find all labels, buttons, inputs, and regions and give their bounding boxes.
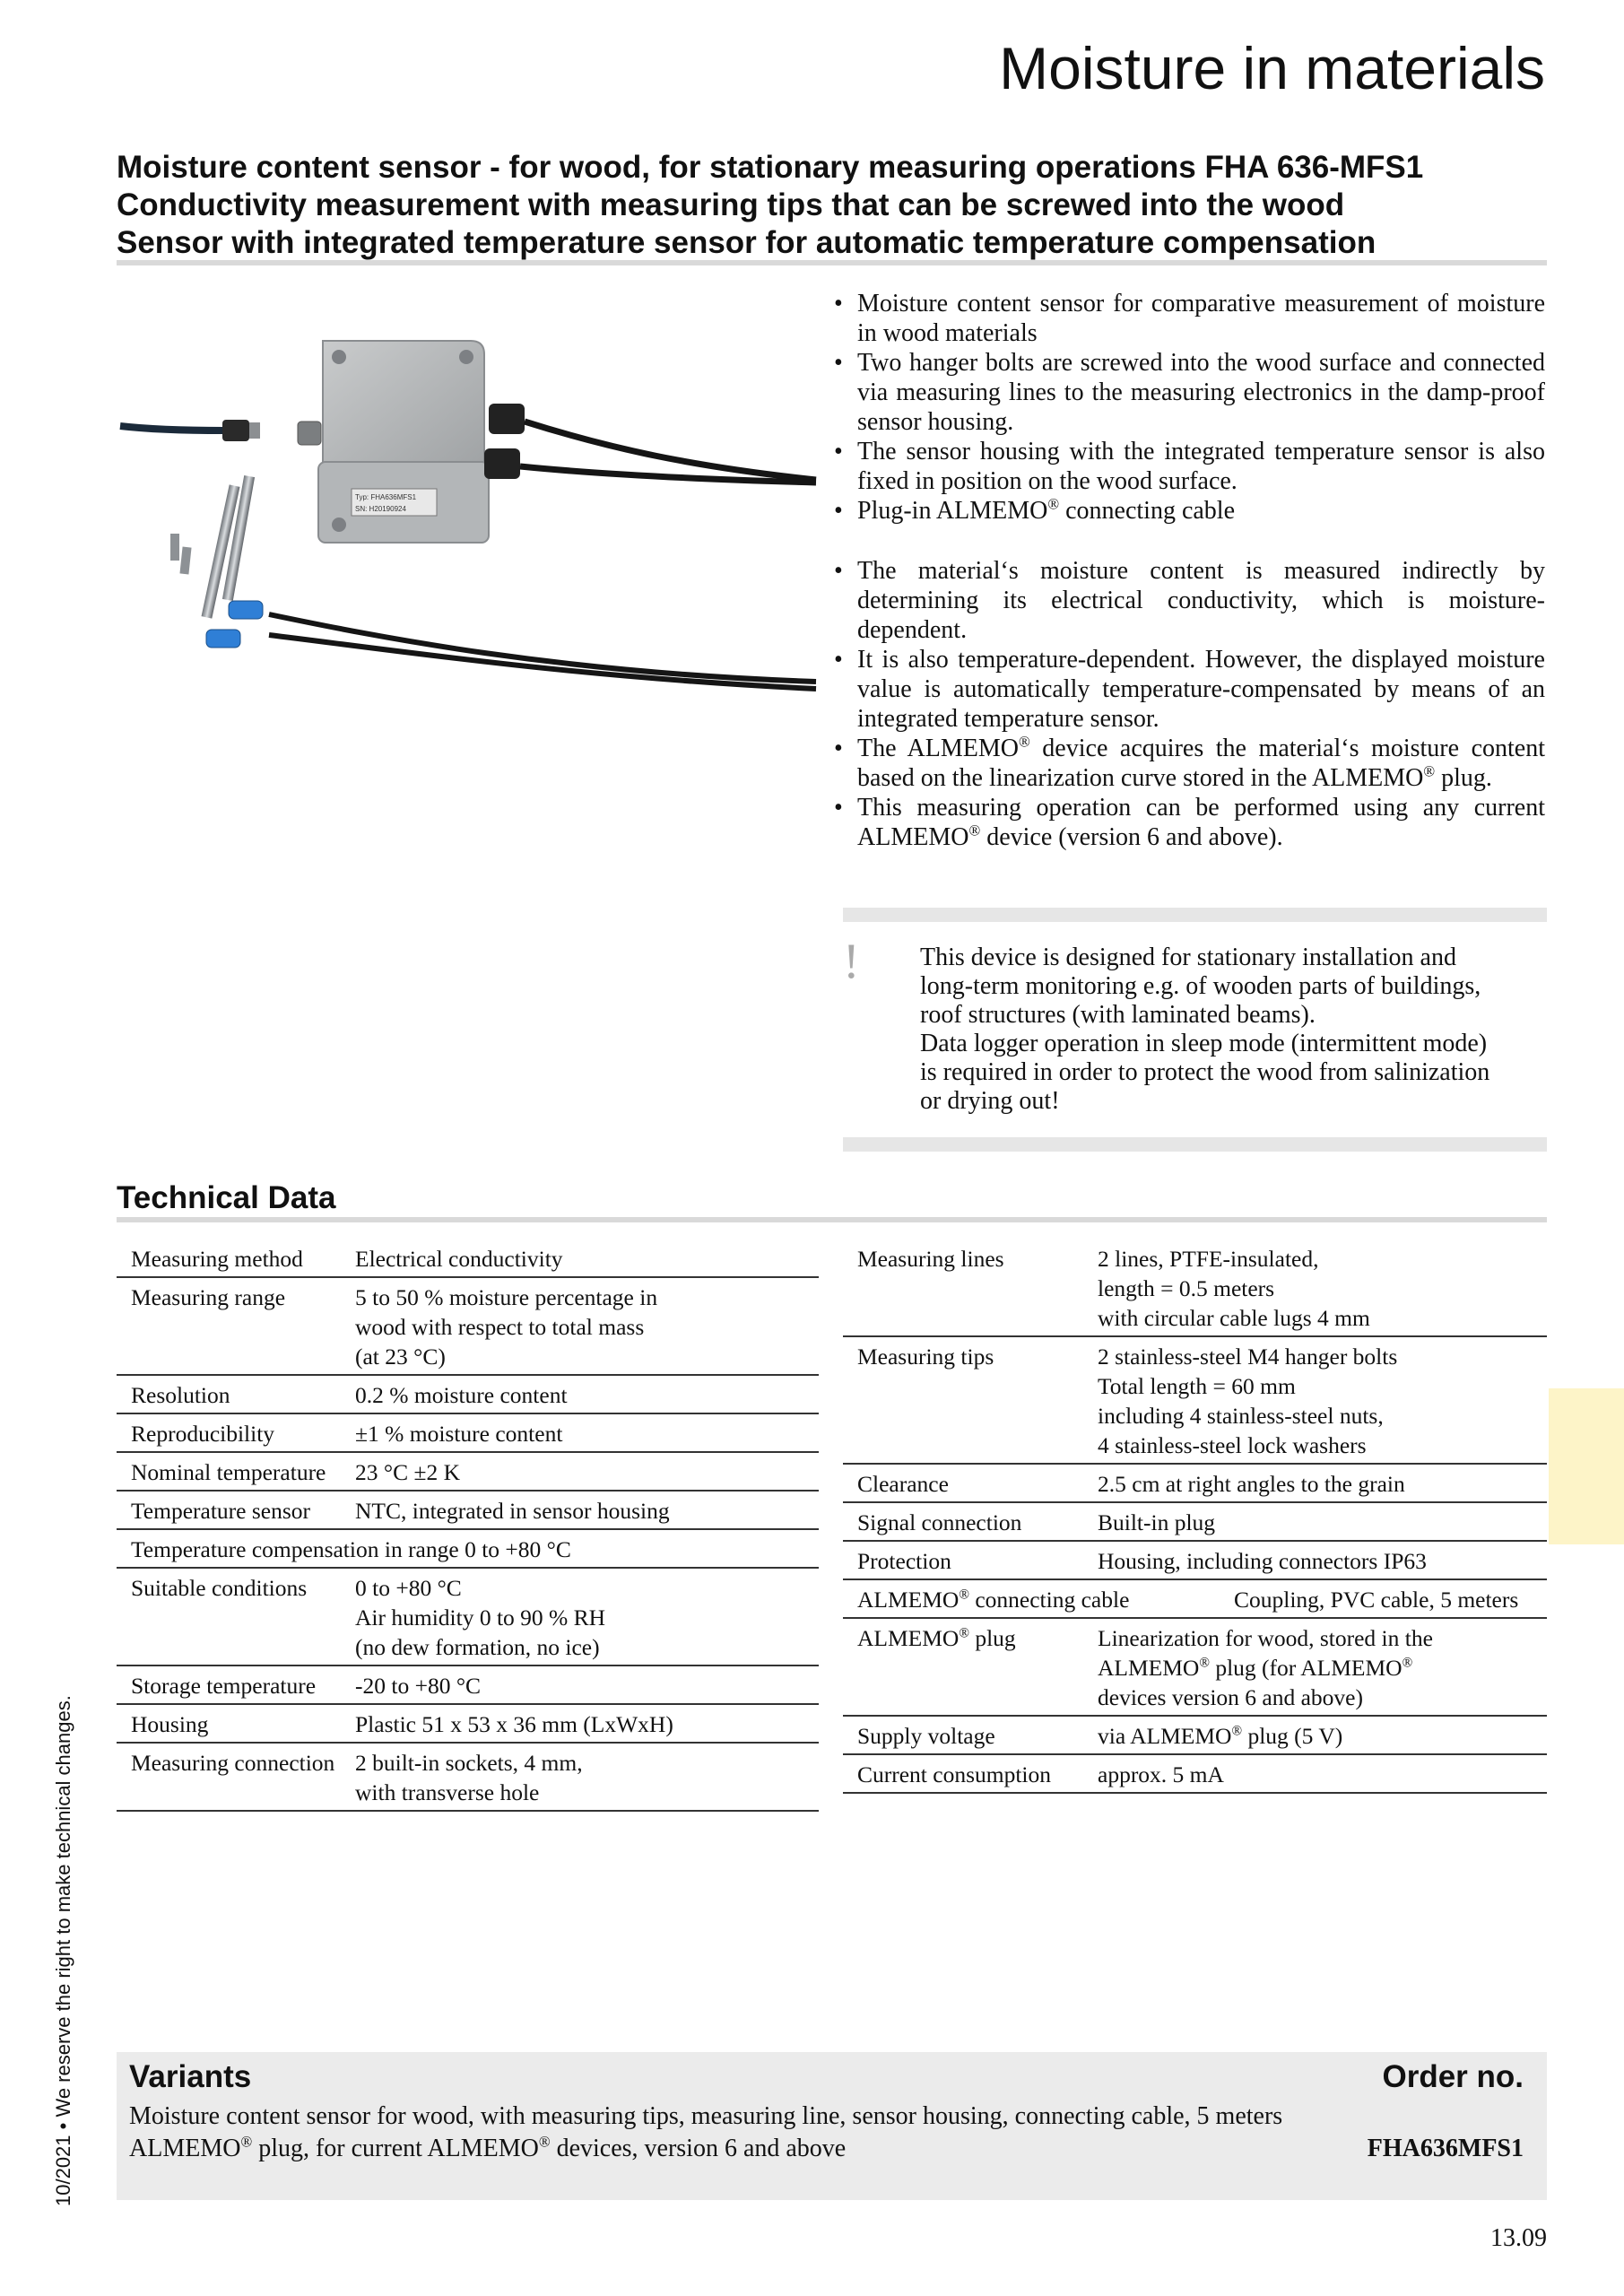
feature-item: • The material‘s moisture content is measured indirectly by determining its electrical conductivity, which is moisture-dependent. <box>834 556 1545 645</box>
spec-row <box>843 1465 1547 1503</box>
spec-row <box>843 1239 1547 1337</box>
spec-value: Plastic 51 x 53 x 36 mm (LxWxH) <box>355 1711 673 1737</box>
spec-label: Measuring tips <box>857 1344 994 1370</box>
spec-value: 4 stainless-steel lock washers <box>1098 1432 1367 1458</box>
headline-line-3: Sensor with integrated temperature sensor for automatic temperature compensation <box>117 225 1376 260</box>
spec-row <box>117 1453 819 1492</box>
variants-box <box>117 2052 1547 2200</box>
spec-label: Measuring method <box>131 1246 303 1272</box>
feature-list <box>834 289 1545 852</box>
note-text <box>920 944 1548 1116</box>
note-line: Data logger operation in sleep mode (intermittent mode) <box>920 1030 1488 1057</box>
text-segment: devices, version 6 and above <box>550 2135 847 2162</box>
spec-value: ±1 % moisture content <box>355 1421 563 1447</box>
spec-row <box>843 1717 1547 1755</box>
spec-value: devices version 6 and above) <box>1098 1684 1363 1710</box>
registered-mark: ® <box>1402 1655 1413 1671</box>
feature-item: • Moisture content sensor for comparative measurement of moisture in wood materials <box>834 289 1545 348</box>
text-segment: This measuring operation can be performed using any current ALMEMO <box>857 794 1545 851</box>
spec-row <box>843 1619 1547 1717</box>
text-segment: plug <box>968 1625 1016 1651</box>
spec-value: Coupling, PVC cable, 5 meters <box>1234 1587 1519 1613</box>
registered-mark: ® <box>959 1587 969 1603</box>
spec-value: (no dew formation, no ice) <box>355 1634 600 1660</box>
text-segment: ALMEMO <box>857 1587 960 1613</box>
order-number-title: Order no. <box>1382 2059 1524 2094</box>
text-segment: connecting cable <box>968 1587 1130 1613</box>
order-number: FHA636MFS1 <box>1367 2135 1524 2162</box>
spec-value: including 4 stainless-steel nuts, <box>1098 1403 1384 1429</box>
spec-label: Resolution <box>131 1382 230 1408</box>
spec-row <box>117 1278 819 1376</box>
spec-label <box>857 1585 1129 1614</box>
spec-label: Supply voltage <box>857 1723 995 1749</box>
note-line: or drying out! <box>920 1087 1060 1115</box>
note-line: roof structures (with laminated beams). <box>920 1001 1316 1029</box>
feature-item: • The sensor housing with the integrated temperature sensor is also fixed in position on the wood surface. <box>834 437 1545 496</box>
text-segment: device (version 6 and above). <box>980 823 1283 851</box>
spec-label: Reproducibility <box>131 1421 275 1447</box>
text-segment: ALMEMO <box>129 2135 241 2162</box>
text-segment: plug. <box>1435 764 1492 792</box>
product-photo <box>108 296 825 709</box>
note-line: long-term monitoring e.g. of wooden parts of buildings, <box>920 972 1481 1000</box>
feature-item <box>834 496 1545 526</box>
housing-label-line-2: SN: H20190924 <box>355 505 406 513</box>
spec-label: Signal connection <box>857 1509 1022 1535</box>
spec-row <box>843 1503 1547 1542</box>
spec-value: 5 to 50 % moisture percentage in <box>355 1284 658 1310</box>
text-segment: ALMEMO <box>857 1625 960 1651</box>
spec-value: -20 to +80 °C <box>355 1673 482 1699</box>
spec-row <box>117 1239 819 1278</box>
spec-value: Built-in plug <box>1098 1509 1216 1535</box>
page-title: Moisture in materials <box>999 35 1545 101</box>
registered-mark: ® <box>1231 1723 1243 1739</box>
registered-mark: ® <box>968 822 981 839</box>
cable-connector <box>222 420 249 441</box>
registered-mark: ® <box>1047 495 1060 513</box>
spec-value: (at 23 °C) <box>355 1344 446 1370</box>
headline-rule <box>117 260 1547 265</box>
text-segment: The ALMEMO <box>857 735 1019 762</box>
spec-label: Measuring connection <box>131 1750 335 1776</box>
spec-row <box>117 1666 819 1705</box>
spec-row <box>843 1755 1547 1794</box>
registered-mark: ® <box>240 2133 253 2151</box>
note-bar-top <box>843 908 1547 922</box>
spec-value: Linearization for wood, stored in the <box>1098 1625 1433 1651</box>
spec-value: wood with respect to total mass <box>355 1314 645 1340</box>
spec-value: 23 °C ±2 K <box>355 1459 460 1485</box>
spec-row <box>117 1744 819 1812</box>
feature-item: • Two hanger bolts are screwed into the wood surface and connected via measuring lines to the measuring electronics in the damp-proof sensor housing. <box>834 348 1545 437</box>
spec-value: Housing, including connectors IP63 <box>1098 1548 1427 1574</box>
feature-item <box>834 793 1545 852</box>
registered-mark: ® <box>1199 1655 1210 1671</box>
spec-label: Housing <box>131 1711 209 1737</box>
spec-value: length = 0.5 meters <box>1098 1275 1275 1301</box>
spec-value: 2.5 cm at right angles to the grain <box>1098 1471 1405 1497</box>
spec-label: Protection <box>857 1548 951 1574</box>
spec-label: Measuring lines <box>857 1246 1004 1272</box>
text-segment: plug (for ALMEMO <box>1209 1655 1403 1681</box>
note-bar-bottom <box>843 1137 1547 1152</box>
spec-value: Electrical conductivity <box>355 1246 563 1272</box>
spec-row <box>843 1542 1547 1580</box>
spec-value: approx. 5 mA <box>1098 1761 1224 1787</box>
registered-mark: ® <box>538 2133 551 2151</box>
technical-data-title: Technical Data <box>117 1180 336 1215</box>
exclamation-icon: ! <box>843 934 860 989</box>
spec-table-left <box>117 1239 819 1812</box>
spec-row <box>843 1337 1547 1465</box>
variants-title: Variants <box>129 2059 252 2094</box>
housing-label-line-1: Typ: FHA636MFS1 <box>355 493 417 501</box>
spec-row <box>117 1414 819 1453</box>
page-number: 13.09 <box>1490 2224 1547 2252</box>
spec-value: with circular cable lugs 4 mm <box>1098 1305 1370 1331</box>
headline-line-1: Moisture content sensor - for wood, for stationary measuring operations FHA 636-MFS1 <box>117 150 1424 185</box>
spec-row <box>117 1569 819 1666</box>
side-note: 10/2021 • We reserve the right to make technical changes. <box>52 1695 74 2206</box>
product-headline <box>117 149 1551 262</box>
spec-row <box>117 1376 819 1414</box>
spec-table-right <box>843 1239 1547 1794</box>
text-segment: plug, for current ALMEMO <box>252 2135 539 2162</box>
spec-value: Air humidity 0 to 90 % RH <box>355 1605 606 1631</box>
spec-value: 0 to +80 °C <box>355 1575 462 1601</box>
spec-value <box>1098 1721 1547 1751</box>
spec-label: Storage temperature <box>131 1673 317 1699</box>
spec-label: Clearance <box>857 1471 949 1497</box>
spec-label: Suitable conditions <box>131 1575 308 1601</box>
spec-value: 0.2 % moisture content <box>355 1382 568 1408</box>
text-segment: device acquires the material‘s moisture content based on the linearization curve stored in the ALMEMO <box>857 735 1545 792</box>
spec-label: Temperature sensor <box>131 1498 311 1524</box>
spec-row: Temperature compensation in range 0 to +80 °C <box>117 1530 819 1569</box>
spec-value: 2 lines, PTFE-insulated, <box>1098 1246 1319 1272</box>
spec-label: Measuring range <box>131 1284 286 1310</box>
technical-data-rule <box>117 1217 1547 1222</box>
spec-label <box>857 1623 1016 1653</box>
spec-row <box>843 1580 1547 1619</box>
spec-row <box>117 1705 819 1744</box>
spec-value: Total length = 60 mm <box>1098 1373 1296 1399</box>
variant-description: Moisture content sensor for wood, with measuring tips, measuring line, sensor housing, connecting cable, 5 meters <box>129 2102 1283 2130</box>
spec-label: Nominal temperature <box>131 1459 326 1485</box>
text-segment: via ALMEMO <box>1098 1723 1232 1749</box>
feature-item <box>834 734 1545 793</box>
spec-value: NTC, integrated in sensor housing <box>355 1498 670 1524</box>
spec-value <box>1098 1653 1547 1683</box>
spec-value: 2 stainless-steel M4 hanger bolts <box>1098 1344 1398 1370</box>
text-segment: plug (5 V) <box>1242 1723 1343 1749</box>
text-segment: connecting cable <box>1059 497 1236 525</box>
spec-value: 2 built-in sockets, 4 mm, <box>355 1750 583 1776</box>
note-line: is required in order to protect the wood from salinization <box>920 1058 1490 1086</box>
spec-value: with transverse hole <box>355 1779 540 1805</box>
headline-line-2: Conductivity measurement with measuring tips that can be screwed into the wood <box>117 187 1345 222</box>
spec-row <box>117 1492 819 1530</box>
chapter-tab-marker <box>1549 1388 1624 1544</box>
variant-description <box>129 2135 846 2163</box>
registered-mark: ® <box>1019 733 1030 751</box>
note-line: This device is designed for stationary installation and <box>920 944 1456 971</box>
registered-mark: ® <box>1423 762 1436 780</box>
text-segment: ALMEMO <box>1098 1655 1200 1681</box>
text-segment: Plug-in ALMEMO <box>857 497 1048 525</box>
spec-label: Current consumption <box>857 1761 1052 1787</box>
registered-mark: ® <box>959 1625 969 1641</box>
feature-item: • It is also temperature-dependent. However, the displayed moisture value is automatically temperature-compensated by means of an integrated temperature sensor. <box>834 645 1545 734</box>
